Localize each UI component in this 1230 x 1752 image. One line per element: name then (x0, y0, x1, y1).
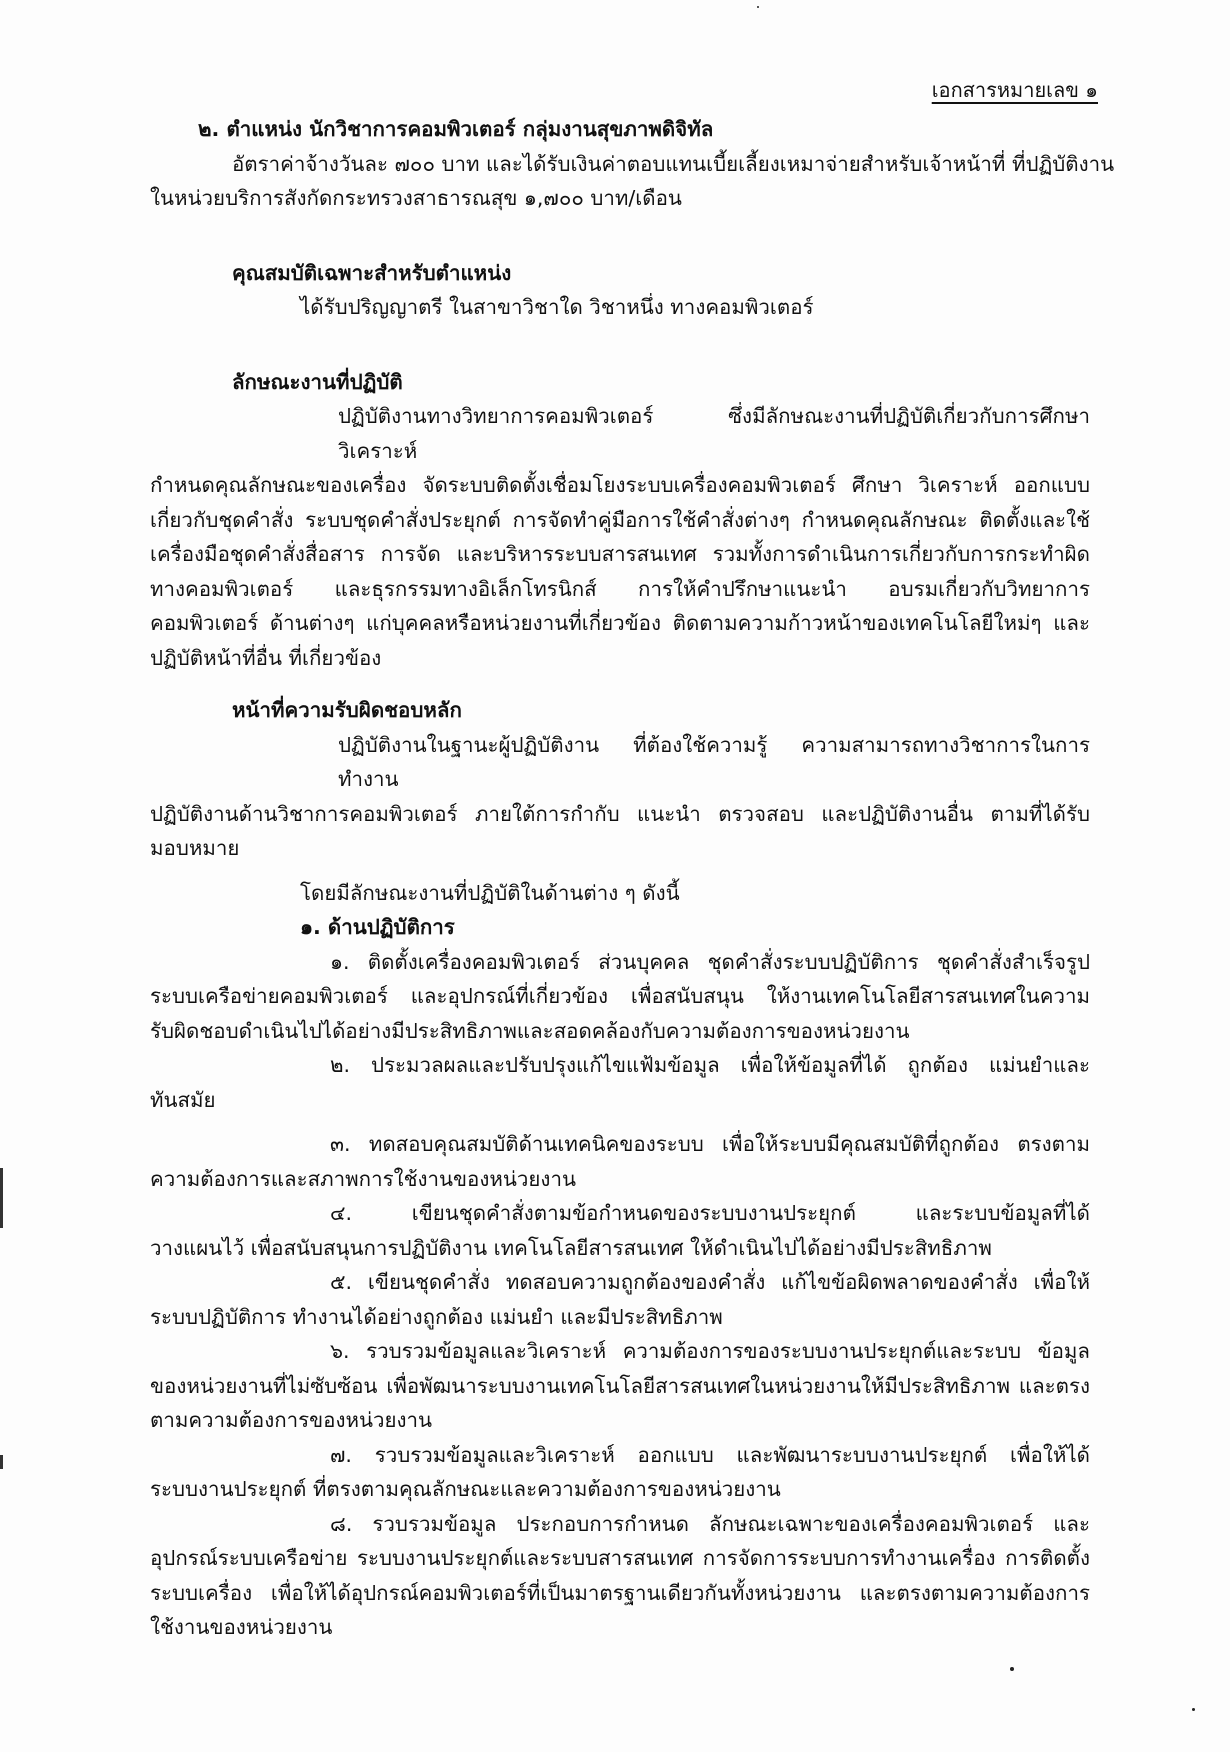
duty-item-first-line: ๘. รวบรวมข้อมูล ประกอบการกำหนด ลักษณะเฉพาะของเครื่องคอมพิวเตอร์ และ (330, 1511, 1090, 1536)
duty-item-line: ระบบงานประยุกต์ ที่ตรงตามคุณลักษณะและความต้องการของหน่วยงาน (150, 1477, 781, 1501)
scan-edge-mark (0, 1455, 3, 1469)
duty-item-line: ระบบเครื่อง เพื่อให้ได้อุปกรณ์คอมพิวเตอร์ที่เป็นมาตรฐานเดียวกันทั้งหน่วยงาน และตรงตามความต้องการ (150, 1580, 1090, 1605)
responsibilities-line: มอบหมาย (150, 836, 240, 860)
duty-item (150, 1127, 1090, 1196)
duty-item-first-line: ๓. ทดสอบคุณสมบัติด้านเทคนิคของระบบ เพื่อให้ระบบมีคุณสมบัติที่ถูกต้อง ตรงตาม (330, 1132, 1090, 1156)
duty-item-first-line: ๔. เขียนชุดคำสั่งตามข้อกำหนดของระบบงานประยุกต์ และระบบข้อมูลที่ได้ (330, 1201, 1090, 1225)
operations-section-title: ๑. ด้านปฏิบัติการ (300, 915, 455, 939)
position-title: ๒. ตำแหน่ง นักวิชาการคอมพิวเตอร์ กลุ่มงานสุขภาพดิจิทัล (198, 117, 714, 141)
document-body (150, 112, 1115, 1645)
duty-item-line: ทันสมัย (150, 1087, 216, 1112)
responsibilities-intro: โดยมีลักษณะงานที่ปฏิบัติในด้านต่าง ๆ ดังนี้ (300, 880, 680, 905)
job-nature-line: เครื่องมือชุดคำสั่งสื่อสาร การจัด และบริหารระบบสารสนเทศ รวมทั้งการดำเนินการเกี่ยวกับการกระทำผิด (150, 542, 1090, 566)
qualifications-heading: คุณสมบัติเฉพาะสำหรับตำแหน่ง (232, 260, 512, 285)
duty-item-line: ระบบเครือข่ายคอมพิวเตอร์ และอุปกรณ์ที่เกี่ยวข้อง เพื่อสนับสนุน ให้งานเทคโนโลยีสารสนเทศในความ (150, 984, 1090, 1008)
job-nature-line: ปฏิบัติหน้าที่อื่น ที่เกี่ยวข้อง (150, 645, 382, 670)
responsibilities-line: ปฏิบัติงานในฐานะผู้ปฏิบัติงาน ที่ต้องใช้ความรู้ ความสามารถทางวิชาการในการทำงาน (338, 732, 1090, 791)
duty-item-line: ตามความต้องการของหน่วยงาน (150, 1408, 433, 1432)
responsibilities-heading: หน้าที่ความรับผิดชอบหลัก (232, 698, 462, 722)
duty-item-line: ความต้องการและสภาพการใช้งานของหน่วยงาน (150, 1166, 576, 1191)
duty-item-first-line: ๒. ประมวลผลและปรับปรุงแก้ไขแฟ้มข้อมูล เพื่อให้ข้อมูลที่ได้ ถูกต้อง แม่นยำและ (330, 1053, 1090, 1077)
job-nature-heading: ลักษณะงานที่ปฏิบัติ (232, 369, 403, 394)
duty-item (150, 1265, 1090, 1334)
scan-edge-mark (0, 1168, 3, 1228)
duty-item (150, 1438, 1090, 1507)
duty-item (150, 945, 1090, 1049)
document-number: เอกสารหมายเลข ๑ (931, 78, 1098, 102)
job-nature-line: ปฏิบัติงานทางวิทยาการคอมพิวเตอร์ ซึ่งมีลักษณะงานที่ปฏิบัติเกี่ยวกับการศึกษา วิเคราะห์ (338, 404, 1090, 463)
duty-item (150, 1334, 1090, 1438)
job-nature-line: เกี่ยวกับชุดคำสั่ง ระบบชุดคำสั่งประยุกต์ การจัดทำคู่มือการใช้คำสั่งต่างๆ กำหนดคุณลักษณะ ติดตั้งและใช้ (150, 507, 1090, 532)
duty-item-line: วางแผนไว้ เพื่อสนับสนุนการปฏิบัติงาน เทคโนโลยีสารสนเทศ ให้ดำเนินไปได้อย่างมีประสิทธิภาพ (150, 1235, 992, 1260)
duty-item-first-line: ๖. รวบรวมข้อมูลและวิเคราะห์ ความต้องการของระบบงานประยุกต์และระบบ ข้อมูล (330, 1339, 1090, 1363)
duty-item (150, 1048, 1090, 1117)
duty-item-first-line: ๑. ติดตั้งเครื่องคอมพิวเตอร์ ส่วนบุคคล ชุดคำสั่งระบบปฏิบัติการ ชุดคำสั่งสำเร็จรูป (330, 949, 1090, 974)
duty-item-line: ระบบปฏิบัติการ ทำงานได้อย่างถูกต้อง แม่นยำ และมีประสิทธิภาพ (150, 1304, 723, 1329)
duty-item (150, 1507, 1090, 1645)
wage-line-2: ในหน่วยบริการสังกัดกระทรวงสาธารณสุข ๑,๗๐๐ บาท/เดือน (150, 186, 682, 210)
job-nature-line: คอมพิวเตอร์ ด้านต่างๆ แก่บุคคลหรือหน่วยงานที่เกี่ยวข้อง ติดตามความก้าวหน้าของเทคโนโลยีใหม่ๆ และ (150, 611, 1090, 635)
duty-item-first-line: ๗. รวบรวมข้อมูลและวิเคราะห์ ออกแบบ และพัฒนาระบบงานประยุกต์ เพื่อให้ได้ (330, 1442, 1090, 1467)
qualifications-text: ได้รับปริญญาตรี ในสาขาวิชาใด วิชาหนึ่ง ทางคอมพิวเตอร์ (300, 295, 814, 319)
job-nature-line: ทางคอมพิวเตอร์ และธุรกรรมทางอิเล็กโทรนิกส์ การให้คำปรึกษาแนะนำ อบรมเกี่ยวกับวิทยาการ (150, 576, 1090, 601)
duty-item-first-line: ๕. เขียนชุดคำสั่ง ทดสอบความถูกต้องของคำสั่ง แก้ไขข้อผิดพลาดของคำสั่ง เพื่อให้ (330, 1270, 1090, 1294)
duty-item-line: รับผิดชอบดำเนินไปได้อย่างมีประสิทธิภาพและสอดคล้องกับความต้องการของหน่วยงาน (150, 1018, 910, 1043)
duty-item-line: อุปกรณ์ระบบเครือข่าย ระบบงานประยุกต์และระบบสารสนเทศ การจัดการระบบการทำงานเครื่อง การติดตั้ง (150, 1546, 1090, 1570)
duty-item-line: ใช้งานของหน่วยงาน (150, 1615, 333, 1639)
duty-item (150, 1196, 1090, 1265)
duty-item-line: ของหน่วยงานที่ไม่ซับซ้อน เพื่อพัฒนาระบบงานเทคโนโลยีสารสนเทศในหน่วยงานให้มีประสิทธิภาพ และตรง (150, 1373, 1090, 1398)
responsibilities-line: ปฏิบัติงานด้านวิชาการคอมพิวเตอร์ ภายใต้การกำกับ แนะนำ ตรวจสอบ และปฏิบัติงานอื่น ตามที่ได้รับ (150, 801, 1090, 826)
job-nature-line: กำหนดคุณลักษณะของเครื่อง จัดระบบติดตั้งเชื่อมโยงระบบเครื่องคอมพิวเตอร์ ศึกษา วิเคราะห์ ออกแบบ (150, 473, 1090, 497)
duty-list (150, 945, 1090, 1645)
wage-line-1: อัตราค่าจ้างวันละ ๗๐๐ บาท และได้รับเงินค่าตอบแทนเบี้ยเลี้ยงเหมาจ่ายสำหรับเจ้าหน้าที่ ที่ปฏิบัติงาน (232, 151, 1115, 176)
